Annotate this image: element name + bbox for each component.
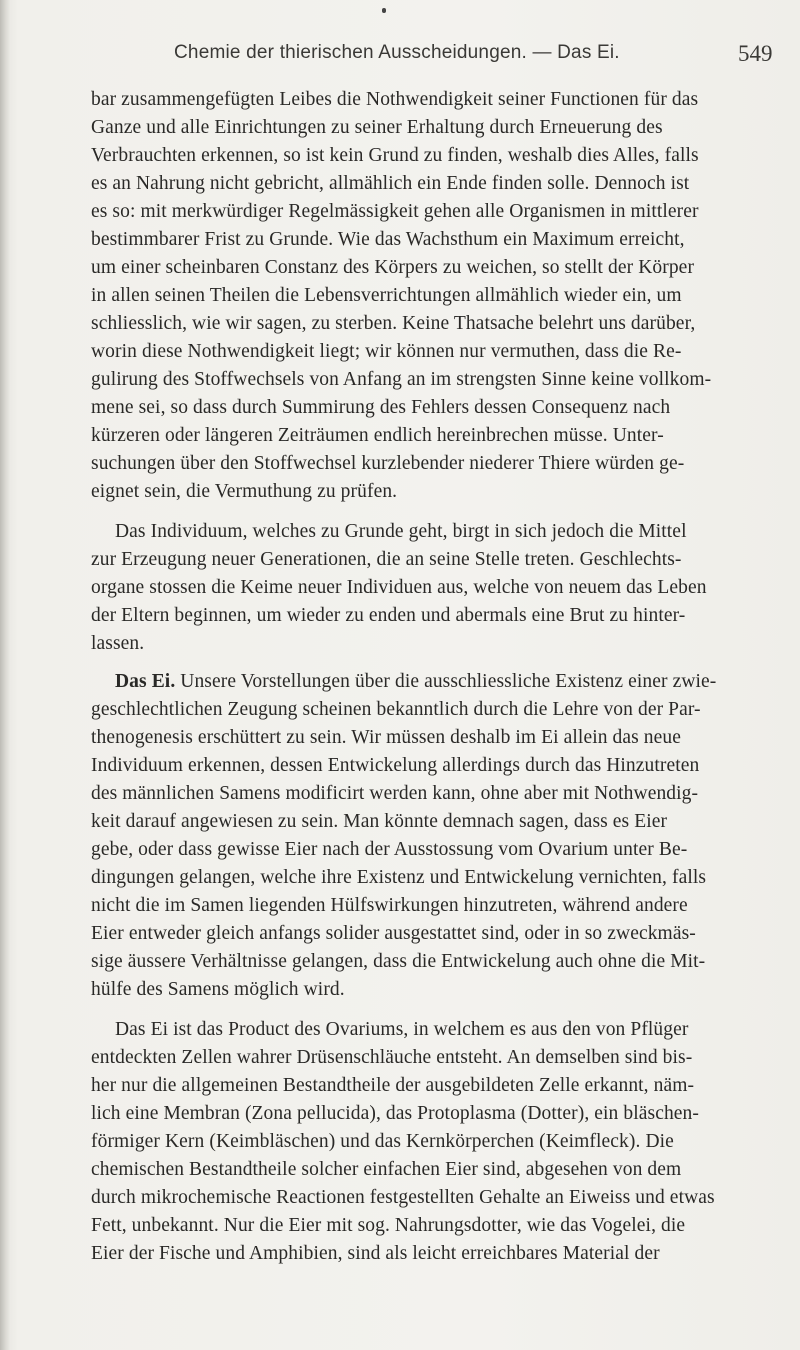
text-line: kürzeren oder längeren Zeiträumen endlich hereinbrechen müsse. Unter- [91,425,664,446]
text-line: Individuum erkennen, dessen Entwickelung allerdings durch das Hinzutreten [91,755,700,776]
text-line: es an Nahrung nicht gebricht, allmählich ein Ende finden solle. Dennoch ist [91,173,690,194]
text-line: keit darauf angewiesen zu sein. Man könnte demnach sagen, dass es Eier [91,811,668,832]
text-line: zur Erzeugung neuer Generationen, die an seine Stelle treten. Geschlechts- [91,549,682,570]
text-line: es so: mit merkwürdiger Regelmässigkeit gehen alle Organismen in mittlerer [91,201,699,222]
text-line: lassen. [91,633,145,654]
text-line: durch mikrochemische Reactionen festgestellten Gehalte an Eiweiss und etwas [91,1187,715,1208]
text-line: geschlechtlichen Zeugung scheinen bekanntlich durch die Lehre von der Par- [91,699,701,720]
text-line: Eier der Fische und Amphibien, sind als leicht erreichbares Material der [91,1243,660,1264]
text-line: schliesslich, wie wir sagen, zu sterben. Keine Thatsache belehrt uns darüber, [91,313,696,334]
text-line: worin diese Nothwendigkeit liegt; wir können nur vermuthen, dass die Re- [91,341,682,362]
text-line: bar zusammengefügten Leibes die Nothwendigkeit seiner Functionen für das [91,89,699,110]
text-line: sige äussere Verhältnisse gelangen, dass die Entwickelung auch ohne die Mit- [91,951,706,972]
text-line [115,670,716,694]
text-line: nicht die im Samen liegenden Hülfswirkungen hinzutreten, während andere [91,895,688,916]
text-line: suchungen über den Stoffwechsel kurzlebender niederer Thiere würden ge- [91,453,685,474]
text-line: chemischen Bestandtheile solcher einfachen Eier sind, abgesehen von dem [91,1159,682,1180]
text-line: gulirung des Stoffwechsels von Anfang an im strengsten Sinne keine vollkom- [91,369,712,390]
text-line: her nur die allgemeinen Bestandtheile der ausgebildeten Zelle erkannt, näm- [91,1075,695,1096]
text-line: Ganze und alle Einrichtungen zu seiner Erhaltung durch Erneuerung des [91,117,663,138]
text-line: bestimmbarer Frist zu Grunde. Wie das Wachsthum ein Maximum erreicht, [91,229,685,250]
text-line: gebe, oder dass gewisse Eier nach der Ausstossung vom Ovarium unter Be- [91,839,688,860]
text-line: lich eine Membran (Zona pellucida), das Protoplasma (Dotter), ein bläschen- [91,1103,700,1124]
section-heading: Das Ei. [115,671,176,692]
text-line: thenogenesis erschüttert zu sein. Wir müssen deshalb im Ei allein das neue [91,727,682,748]
text-line: Das Ei ist das Product des Ovariums, in welchem es aus den von Pflüger [115,1019,689,1040]
page-number: 549 [738,41,773,66]
text-line: organe stossen die Keime neuer Individuen aus, welche von neuem das Leben [91,577,707,598]
text-line: entdeckten Zellen wahrer Drüsenschläuche entsteht. An demselben sind bis- [91,1047,693,1068]
text-line: der Eltern beginnen, um wieder zu enden und abermals eine Brut zu hinter- [91,605,686,626]
text-line: Fett, unbekannt. Nur die Eier mit sog. Nahrungsdotter, wie das Vogelei, die [91,1215,686,1236]
text-line: des männlichen Samens modificirt werden kann, ohne aber mit Nothwendig- [91,783,699,804]
text-line: um einer scheinbaren Constanz des Körpers zu weichen, so stellt der Körper [91,257,695,278]
text-line: hülfe des Samens möglich wird. [91,979,345,1000]
text-line-rest: Unsere Vorstellungen über die ausschliessliche Existenz einer zwie- [175,671,717,692]
text-line: eignet sein, die Vermuthung zu prüfen. [91,481,398,502]
text-line: Verbrauchten erkennen, so ist kein Grund zu finden, weshalb dies Alles, falls [91,145,699,166]
text-line: förmiger Kern (Keimbläschen) und das Kernkörperchen (Keimfleck). Die [91,1131,674,1152]
text-line: mene sei, so dass durch Summirung des Fehlers dessen Consequenz nach [91,397,671,418]
text-line: dingungen gelangen, welche ihre Existenz und Entwickelung vernichten, falls [91,867,707,888]
text-line: Eier entweder gleich anfangs solider ausgestattet sind, oder in so zweckmäs- [91,923,696,944]
text-line: Das Individuum, welches zu Grunde geht, birgt in sich jedoch die Mittel [115,521,687,542]
running-header: Chemie der thierischen Ausscheidungen. — Das Ei. [174,42,620,63]
text-line: in allen seinen Theilen die Lebensverrichtungen allmählich wieder ein, um [91,285,682,306]
